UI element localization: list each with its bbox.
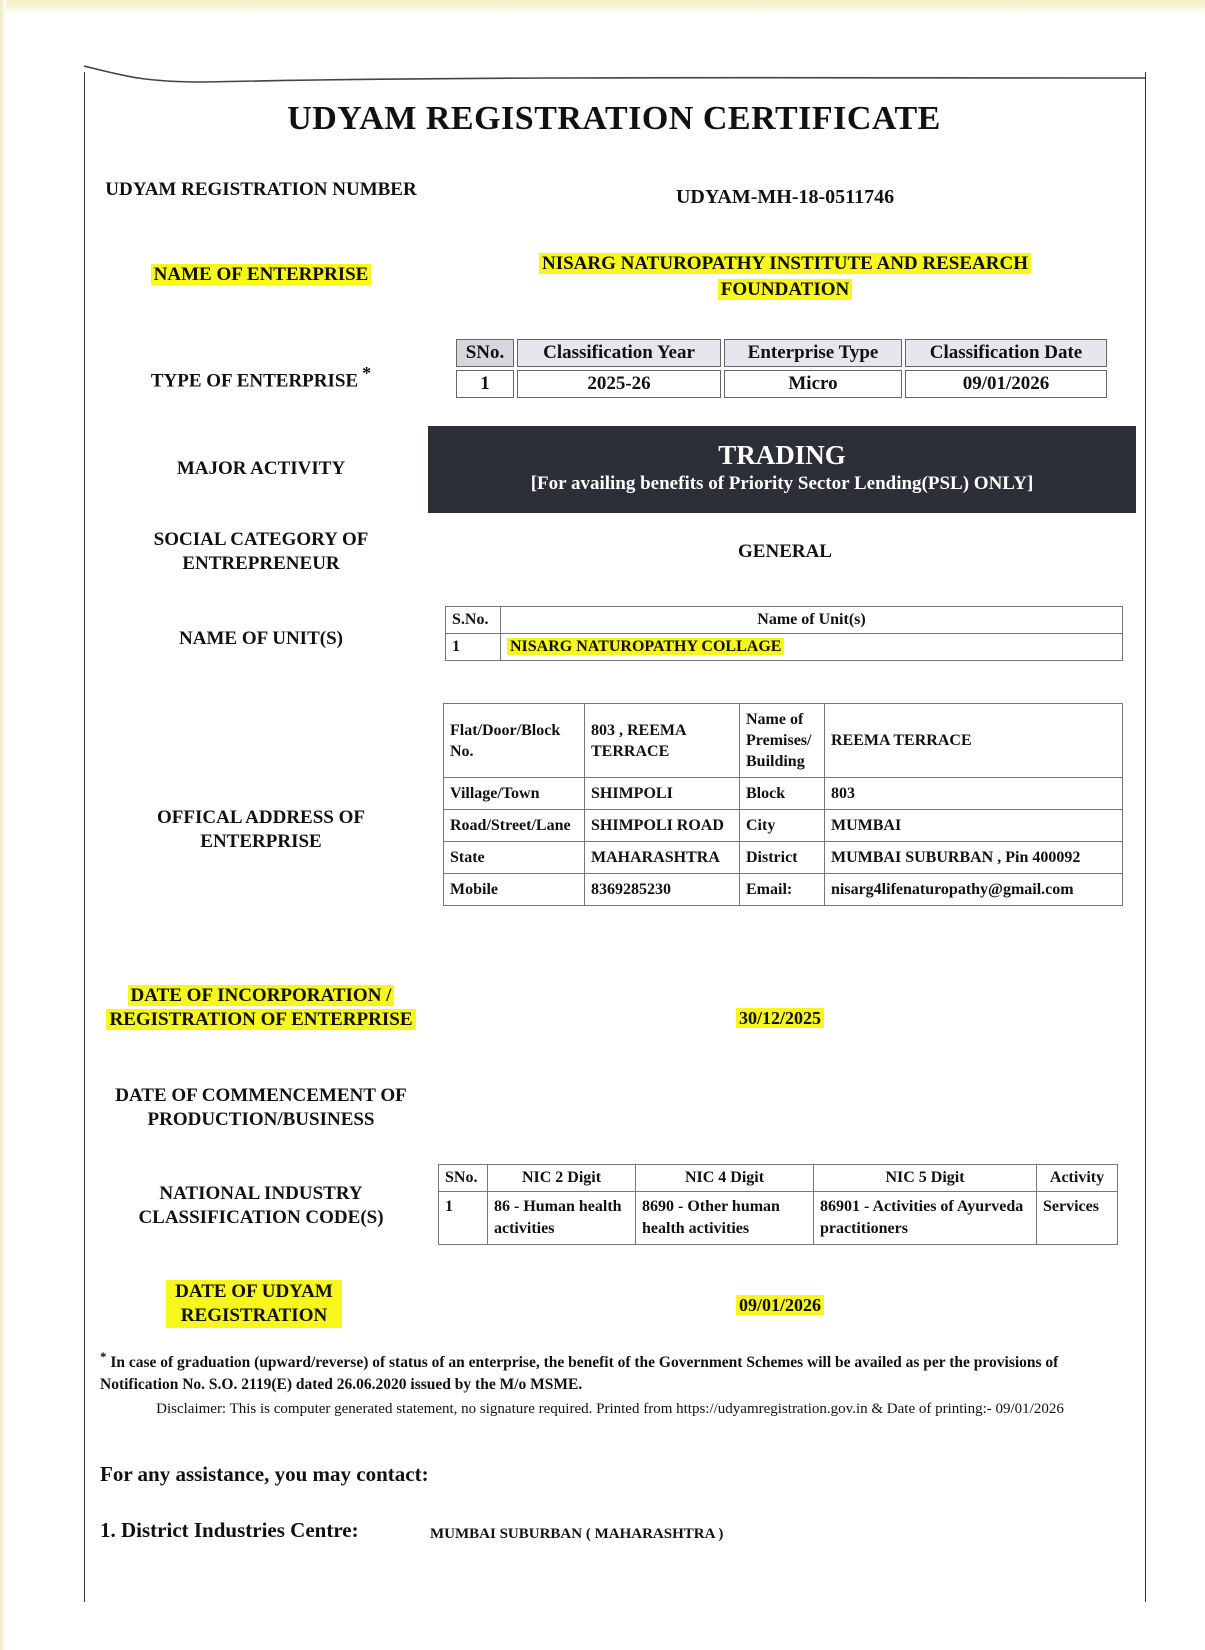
col-nic5: NIC 5 Digit <box>814 1165 1037 1192</box>
col-classification-date: Classification Date <box>905 339 1107 367</box>
cell-classification-date: 09/01/2026 <box>905 370 1107 398</box>
addr-key: State <box>444 842 585 874</box>
disclaimer-text: Disclaimer: This is computer generated statement, no signature required. Printed from https://udyamregistration.gov.in & Date of printing:- 09/01/2026 <box>156 1401 1064 1417</box>
asterisk-mark: * <box>362 363 372 383</box>
dic-value: MUMBAI SUBURBAN ( MAHARASHTRA ) <box>430 1526 724 1542</box>
assistance-heading: For any assistance, you may contact: <box>100 1462 429 1486</box>
addr-key: City <box>740 810 825 842</box>
addr-key: Name of Premises/ Building <box>740 704 825 778</box>
col-sno: SNo. <box>439 1165 488 1192</box>
commencement-label: DATE OF COMMENCEMENT OF PRODUCTION/BUSINESS <box>115 1085 407 1130</box>
incorporation-value <box>600 1008 960 1029</box>
table-row <box>446 634 1123 661</box>
address-table <box>443 703 1123 906</box>
addr-key: Block <box>740 778 825 810</box>
paper-edge <box>0 0 1205 14</box>
addr-key: Email: <box>740 874 825 906</box>
cell-sno: 1 <box>456 370 514 398</box>
udyam-date-label <box>96 1280 412 1328</box>
addr-key: District <box>740 842 825 874</box>
incorporation-label-text: DATE OF INCORPORATION / REGISTRATION OF ENTERPRISE <box>106 985 415 1030</box>
enterprise-name-label <box>96 263 426 287</box>
cell-nic4: 8690 - Other human health activities <box>636 1192 814 1245</box>
enterprise-name-value <box>505 251 1065 303</box>
addr-key: Mobile <box>444 874 585 906</box>
graduation-footnote <box>100 1346 1120 1396</box>
table-row <box>456 370 1107 398</box>
enterprise-type-label-text: TYPE OF ENTERPRISE <box>150 370 359 392</box>
cell-nic5: 86901 - Activities of Ayurveda practitioners <box>814 1192 1037 1245</box>
col-sno: SNo. <box>456 339 514 367</box>
units-label: NAME OF UNIT(S) <box>179 628 343 649</box>
cell-enterprise-type: Micro <box>724 370 902 398</box>
table-row <box>439 1192 1118 1245</box>
enterprise-type-table <box>453 336 1110 401</box>
col-sno: S.No. <box>446 607 501 634</box>
incorporation-date: 30/12/2025 <box>736 1008 824 1028</box>
footnote-text: In case of graduation (upward/reverse) of status of an enterprise, the benefit of the Government Schemes will be availed as per the provisions of Notification No. S.O. 2119(E) dated 26.06.2020 issued by the M/o MSME. <box>100 1354 1059 1394</box>
table-row <box>444 874 1123 906</box>
col-activity: Activity <box>1037 1165 1118 1192</box>
certificate-title: UDYAM REGISTRATION CERTIFICATE <box>287 100 941 137</box>
address-label: OFFICAL ADDRESS OF ENTERPRISE <box>157 807 365 852</box>
col-enterprise-type: Enterprise Type <box>724 339 902 367</box>
dic-label: 1. District Industries Centre: <box>100 1518 359 1542</box>
addr-key: Flat/Door/Block No. <box>444 704 585 778</box>
addr-key: Road/Street/Lane <box>444 810 585 842</box>
table-row <box>444 842 1123 874</box>
addr-value: SHIMPOLI <box>585 778 740 810</box>
addr-value: 803 <box>825 778 1123 810</box>
table-row <box>444 810 1123 842</box>
col-unit-name: Name of Unit(s) <box>501 607 1123 634</box>
cell-sno: 1 <box>446 634 501 661</box>
cell-sno: 1 <box>439 1192 488 1245</box>
cell-classification-year: 2025-26 <box>517 370 721 398</box>
units-table <box>445 606 1123 661</box>
major-activity-label: MAJOR ACTIVITY <box>176 458 346 479</box>
addr-value: REEMA TERRACE <box>825 704 1123 778</box>
nic-table <box>438 1164 1118 1245</box>
email-value: nisarg4lifenaturopathy@gmail.com <box>825 874 1123 906</box>
footnote-asterisk: * <box>100 1349 107 1364</box>
major-activity-banner <box>428 426 1136 513</box>
col-nic2: NIC 2 Digit <box>488 1165 636 1192</box>
cell-unit-name <box>501 634 1123 661</box>
paper-edge-left <box>0 0 6 1650</box>
cell-activity: Services <box>1037 1192 1118 1245</box>
table-row <box>444 704 1123 778</box>
addr-value: SHIMPOLI ROAD <box>585 810 740 842</box>
enterprise-name-text: NISARG NATUROPATHY INSTITUTE AND RESEARCH FOUNDATION <box>539 253 1031 300</box>
mobile-value: 8369285230 <box>585 874 740 906</box>
addr-value: MAHARASHTRA <box>585 842 740 874</box>
addr-value: MUMBAI <box>825 810 1123 842</box>
cell-nic2: 86 - Human health activities <box>488 1192 636 1245</box>
udyam-date-value <box>600 1295 960 1316</box>
addr-key: Village/Town <box>444 778 585 810</box>
registration-number-label: UDYAM REGISTRATION NUMBER <box>105 179 417 200</box>
incorporation-label <box>96 984 426 1032</box>
col-nic4: NIC 4 Digit <box>636 1165 814 1192</box>
major-activity-value: TRADING <box>718 440 846 470</box>
registration-number-value: UDYAM-MH-18-0511746 <box>675 186 895 208</box>
enterprise-type-label <box>96 361 426 393</box>
addr-value: 803 , REEMA TERRACE <box>585 704 740 778</box>
nic-label: NATIONAL INDUSTRY CLASSIFICATION CODE(S) <box>138 1183 384 1228</box>
enterprise-name-label-text: NAME OF ENTERPRISE <box>151 264 372 285</box>
udyam-date-label-text: DATE OF UDYAM REGISTRATION <box>166 1280 342 1328</box>
unit-name-text: NISARG NATUROPATHY COLLAGE <box>507 638 784 655</box>
table-row <box>444 778 1123 810</box>
social-category-value: GENERAL <box>738 541 832 562</box>
major-activity-note: [For availing benefits of Priority Sector Lending(PSL) ONLY] <box>530 473 1034 494</box>
udyam-date: 09/01/2026 <box>736 1295 824 1315</box>
addr-value: MUMBAI SUBURBAN , Pin 400092 <box>825 842 1123 874</box>
col-classification-year: Classification Year <box>517 339 721 367</box>
social-category-label: SOCIAL CATEGORY OF ENTREPRENEUR <box>153 529 369 574</box>
